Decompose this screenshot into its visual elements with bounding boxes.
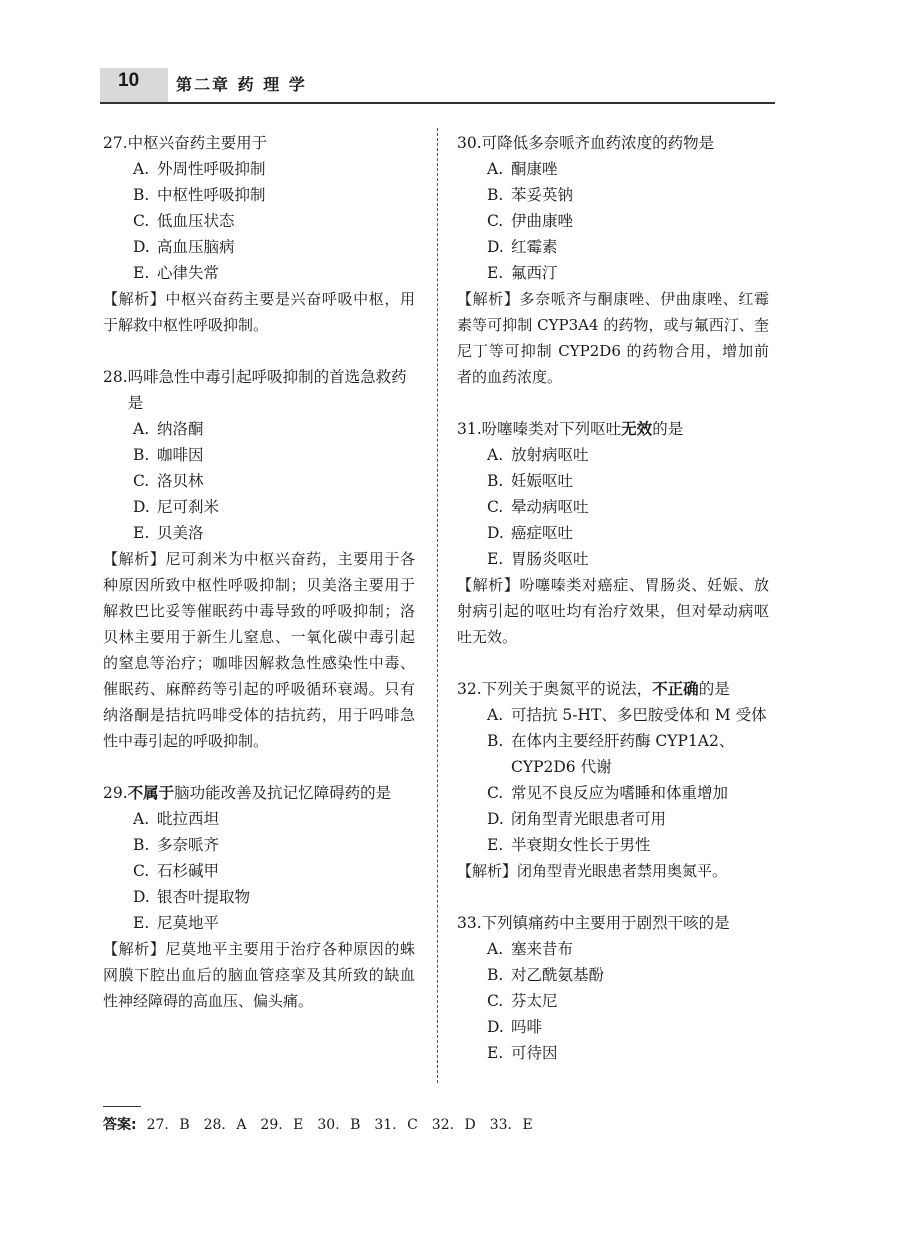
question-text xyxy=(482,676,769,702)
option-letter: E. xyxy=(133,524,150,542)
option-text: 塞来昔布 xyxy=(511,940,574,958)
option-letter: B. xyxy=(487,472,504,490)
left-column xyxy=(103,130,415,1040)
option-letter: A. xyxy=(487,160,504,178)
option xyxy=(103,442,415,468)
analysis-label: 【解析】 xyxy=(457,290,520,308)
option-text: 贝美洛 xyxy=(157,524,204,542)
analysis-label: 【解析】 xyxy=(103,290,166,308)
question-text xyxy=(128,130,415,156)
analysis-label: 【解析】 xyxy=(103,940,166,958)
question-stem xyxy=(457,416,769,442)
analysis-text: 多奈哌齐与酮康唑、伊曲康唑、红霉素等可抑制 CYP3A4 的药物，或与氟西汀、奎尼丁等可抑制 CYP2D6 的药物合用，增加前者的血药浓度。 xyxy=(457,290,769,386)
option xyxy=(457,208,769,234)
option-letter: A. xyxy=(133,810,150,828)
option xyxy=(457,520,769,546)
question-number: 30. xyxy=(457,134,482,152)
question-30 xyxy=(457,130,769,390)
analysis xyxy=(457,858,769,884)
option-text: 洛贝林 xyxy=(157,472,204,490)
option-text: 纳洛酮 xyxy=(157,420,204,438)
option-letter: C. xyxy=(487,992,504,1010)
question-emphasis: 不属于 xyxy=(127,784,175,802)
option-text: 可拮抗 5-HT、多巴胺受体和 M 受体 xyxy=(511,706,767,724)
option-letter: C. xyxy=(133,862,150,880)
option-letter: D. xyxy=(133,238,150,256)
option-letter: D. xyxy=(133,888,150,906)
option xyxy=(103,156,415,182)
option-text: 可待因 xyxy=(511,1044,558,1062)
question-emphasis: 不正确 xyxy=(652,680,699,698)
option-text: 吡拉西坦 xyxy=(157,810,220,828)
option-letter: A. xyxy=(487,706,504,724)
option-letter: C. xyxy=(133,472,150,490)
question-text-segment: 下列关于奥氮平的说法， xyxy=(481,680,653,698)
option-letter: E. xyxy=(487,264,504,282)
option-letter: E. xyxy=(133,264,150,282)
option-letter: D. xyxy=(487,524,504,542)
column-divider xyxy=(437,128,438,1083)
option-text: 晕动病呕吐 xyxy=(511,498,589,516)
question-number: 32. xyxy=(457,680,482,698)
option xyxy=(457,234,769,260)
option-text: 妊娠呕吐 xyxy=(511,472,574,490)
analysis xyxy=(457,286,769,390)
option-letter: D. xyxy=(487,238,504,256)
page-number: 10 xyxy=(118,70,140,91)
question-text-segment: 吗啡急性中毒引起呼吸抑制的首选急救药是 xyxy=(127,368,407,412)
option-letter: E. xyxy=(487,836,504,854)
option-text: 银杏叶提取物 xyxy=(157,888,251,906)
option xyxy=(457,494,769,520)
analysis-text: 闭角型青光眼患者禁用奥氮平。 xyxy=(517,862,728,880)
question-text-segment: 的是 xyxy=(698,680,730,698)
question-text xyxy=(128,364,415,416)
option-letter: E. xyxy=(487,550,504,568)
option-text: 吗啡 xyxy=(511,1018,543,1036)
option-letter: D. xyxy=(487,810,504,828)
option xyxy=(457,832,769,858)
analysis xyxy=(103,546,415,754)
analysis-text: 尼可刹米为中枢兴奋药，主要用于各种原因所致中枢性呼吸抑制；贝美洛主要用于解救巴比妥等催眠药中毒导致的呼吸抑制；洛贝林主要用于新生儿窒息、一氧化碳中毒引起的窒息等治疗；咖啡因解救急性感染性中毒、催眠药、麻醉药等引起的呼吸循环衰竭。只有纳洛酮是拮抗吗啡受体的拮抗药，用于吗啡急性中毒引起的呼吸抑制。 xyxy=(103,550,415,750)
option xyxy=(457,988,769,1014)
question-text xyxy=(482,416,769,442)
option-letter: D. xyxy=(133,498,150,516)
option-text: 苯妥英钠 xyxy=(511,186,574,204)
option-text: 在体内主要经肝药酶 CYP1A2、CYP2D6 代谢 xyxy=(511,732,735,776)
question-29 xyxy=(103,780,415,1014)
option xyxy=(457,962,769,988)
option-letter: C. xyxy=(133,212,150,230)
question-stem xyxy=(103,364,415,416)
option-letter: E. xyxy=(133,914,150,932)
option-text: 尼莫地平 xyxy=(157,914,220,932)
question-text-segment: 的是 xyxy=(652,420,684,438)
option xyxy=(103,832,415,858)
answers-text: 27. B 28. A 29. E 30. B 31. C 32. D 33. E xyxy=(146,1117,533,1133)
question-31 xyxy=(457,416,769,650)
option-text: 癌症呕吐 xyxy=(511,524,574,542)
option xyxy=(103,416,415,442)
option xyxy=(103,468,415,494)
option xyxy=(103,494,415,520)
option-text: 咖啡因 xyxy=(157,446,204,464)
option-letter: C. xyxy=(487,784,504,802)
option xyxy=(103,234,415,260)
option-letter: B. xyxy=(133,446,150,464)
question-stem xyxy=(457,910,769,936)
option-text: 对乙酰氨基酚 xyxy=(511,966,605,984)
option-letter: E. xyxy=(487,1044,504,1062)
option xyxy=(457,260,769,286)
option xyxy=(103,884,415,910)
option-text: 高血压脑病 xyxy=(157,238,235,256)
question-number: 27. xyxy=(103,134,128,152)
answers-line xyxy=(103,1114,533,1134)
option-text: 常见不良反应为嗜睡和体重增加 xyxy=(511,784,729,802)
analysis-label: 【解析】 xyxy=(103,550,166,568)
question-text xyxy=(128,780,415,806)
question-32 xyxy=(457,676,769,884)
analysis-text: 尼莫地平主要用于治疗各种原因的蛛网膜下腔出血后的脑血管痉挛及其所致的缺血性神经障碍的高血压、偏头痛。 xyxy=(103,940,415,1010)
option-letter: C. xyxy=(487,498,504,516)
question-stem xyxy=(457,676,769,702)
question-stem xyxy=(103,130,415,156)
question-stem xyxy=(457,130,769,156)
question-text-segment: 中枢兴奋药主要用于 xyxy=(127,134,268,152)
option-text: 胃肠炎呕吐 xyxy=(511,550,589,568)
question-33 xyxy=(457,910,769,1066)
option-text: 芬太尼 xyxy=(511,992,558,1010)
option-text: 多奈哌齐 xyxy=(157,836,220,854)
analysis-label: 【解析】 xyxy=(457,862,518,880)
option-letter: B. xyxy=(487,732,504,750)
option xyxy=(457,156,769,182)
analysis-text: 中枢兴奋药主要是兴奋呼吸中枢，用于解救中枢性呼吸抑制。 xyxy=(103,290,415,334)
analysis xyxy=(103,936,415,1014)
option-text: 酮康唑 xyxy=(511,160,558,178)
option-letter: B. xyxy=(133,186,150,204)
chapter-title: 第二章 药 理 学 xyxy=(176,75,307,94)
question-text-segment: 下列镇痛药中主要用于剧烈干咳的是 xyxy=(481,914,730,932)
question-28 xyxy=(103,364,415,754)
question-text xyxy=(482,130,769,156)
option-letter: B. xyxy=(487,966,504,984)
analysis xyxy=(457,572,769,650)
option xyxy=(457,936,769,962)
answers-label: 答案: xyxy=(103,1117,137,1133)
option-letter: B. xyxy=(487,186,504,204)
option xyxy=(457,806,769,832)
option-letter: B. xyxy=(133,836,150,854)
option xyxy=(457,442,769,468)
option xyxy=(457,182,769,208)
right-column xyxy=(457,130,769,1092)
answers-rule xyxy=(103,1106,141,1107)
option xyxy=(103,260,415,286)
question-text-segment: 脑功能改善及抗记忆障碍药的是 xyxy=(174,784,392,802)
option-letter: A. xyxy=(487,940,504,958)
option xyxy=(457,1040,769,1066)
option-text: 闭角型青光眼患者可用 xyxy=(511,810,667,828)
option-text: 心律失常 xyxy=(157,264,220,282)
question-number: 29. xyxy=(103,784,128,802)
option xyxy=(103,806,415,832)
question-text xyxy=(482,910,769,936)
analysis-label: 【解析】 xyxy=(457,576,520,594)
option-text: 红霉素 xyxy=(511,238,558,256)
option xyxy=(457,468,769,494)
option-text: 低血压状态 xyxy=(157,212,235,230)
option xyxy=(103,910,415,936)
option xyxy=(103,208,415,234)
question-text-segment: 吩噻嗪类对下列呕吐 xyxy=(481,420,622,438)
option-text: 放射病呕吐 xyxy=(511,446,589,464)
option-text: 伊曲康唑 xyxy=(511,212,574,230)
header-rule xyxy=(100,102,775,104)
option-text: 中枢性呼吸抑制 xyxy=(157,186,266,204)
question-text-segment: 可降低多奈哌齐血药浓度的药物是 xyxy=(481,134,715,152)
question-emphasis: 无效 xyxy=(621,420,653,438)
option-text: 石杉碱甲 xyxy=(157,862,220,880)
analysis xyxy=(103,286,415,338)
option-text: 氟西汀 xyxy=(511,264,558,282)
option xyxy=(457,728,769,780)
question-number: 31. xyxy=(457,420,482,438)
option-letter: A. xyxy=(133,160,150,178)
option-letter: D. xyxy=(487,1018,504,1036)
option xyxy=(103,520,415,546)
option xyxy=(457,546,769,572)
question-27 xyxy=(103,130,415,338)
option-letter: C. xyxy=(487,212,504,230)
option xyxy=(103,858,415,884)
option-letter: A. xyxy=(133,420,150,438)
option xyxy=(457,780,769,806)
option xyxy=(457,702,769,728)
question-number: 33. xyxy=(457,914,482,932)
question-number: 28. xyxy=(103,368,128,386)
question-stem xyxy=(103,780,415,806)
option xyxy=(457,1014,769,1040)
option-text: 尼可刹米 xyxy=(157,498,220,516)
option-text: 半衰期女性长于男性 xyxy=(511,836,651,854)
option-text: 外周性呼吸抑制 xyxy=(157,160,266,178)
option-letter: A. xyxy=(487,446,504,464)
option xyxy=(103,182,415,208)
analysis-text: 吩噻嗪类对癌症、胃肠炎、妊娠、放射病引起的呕吐均有治疗效果，但对晕动病呕吐无效。 xyxy=(457,576,769,646)
